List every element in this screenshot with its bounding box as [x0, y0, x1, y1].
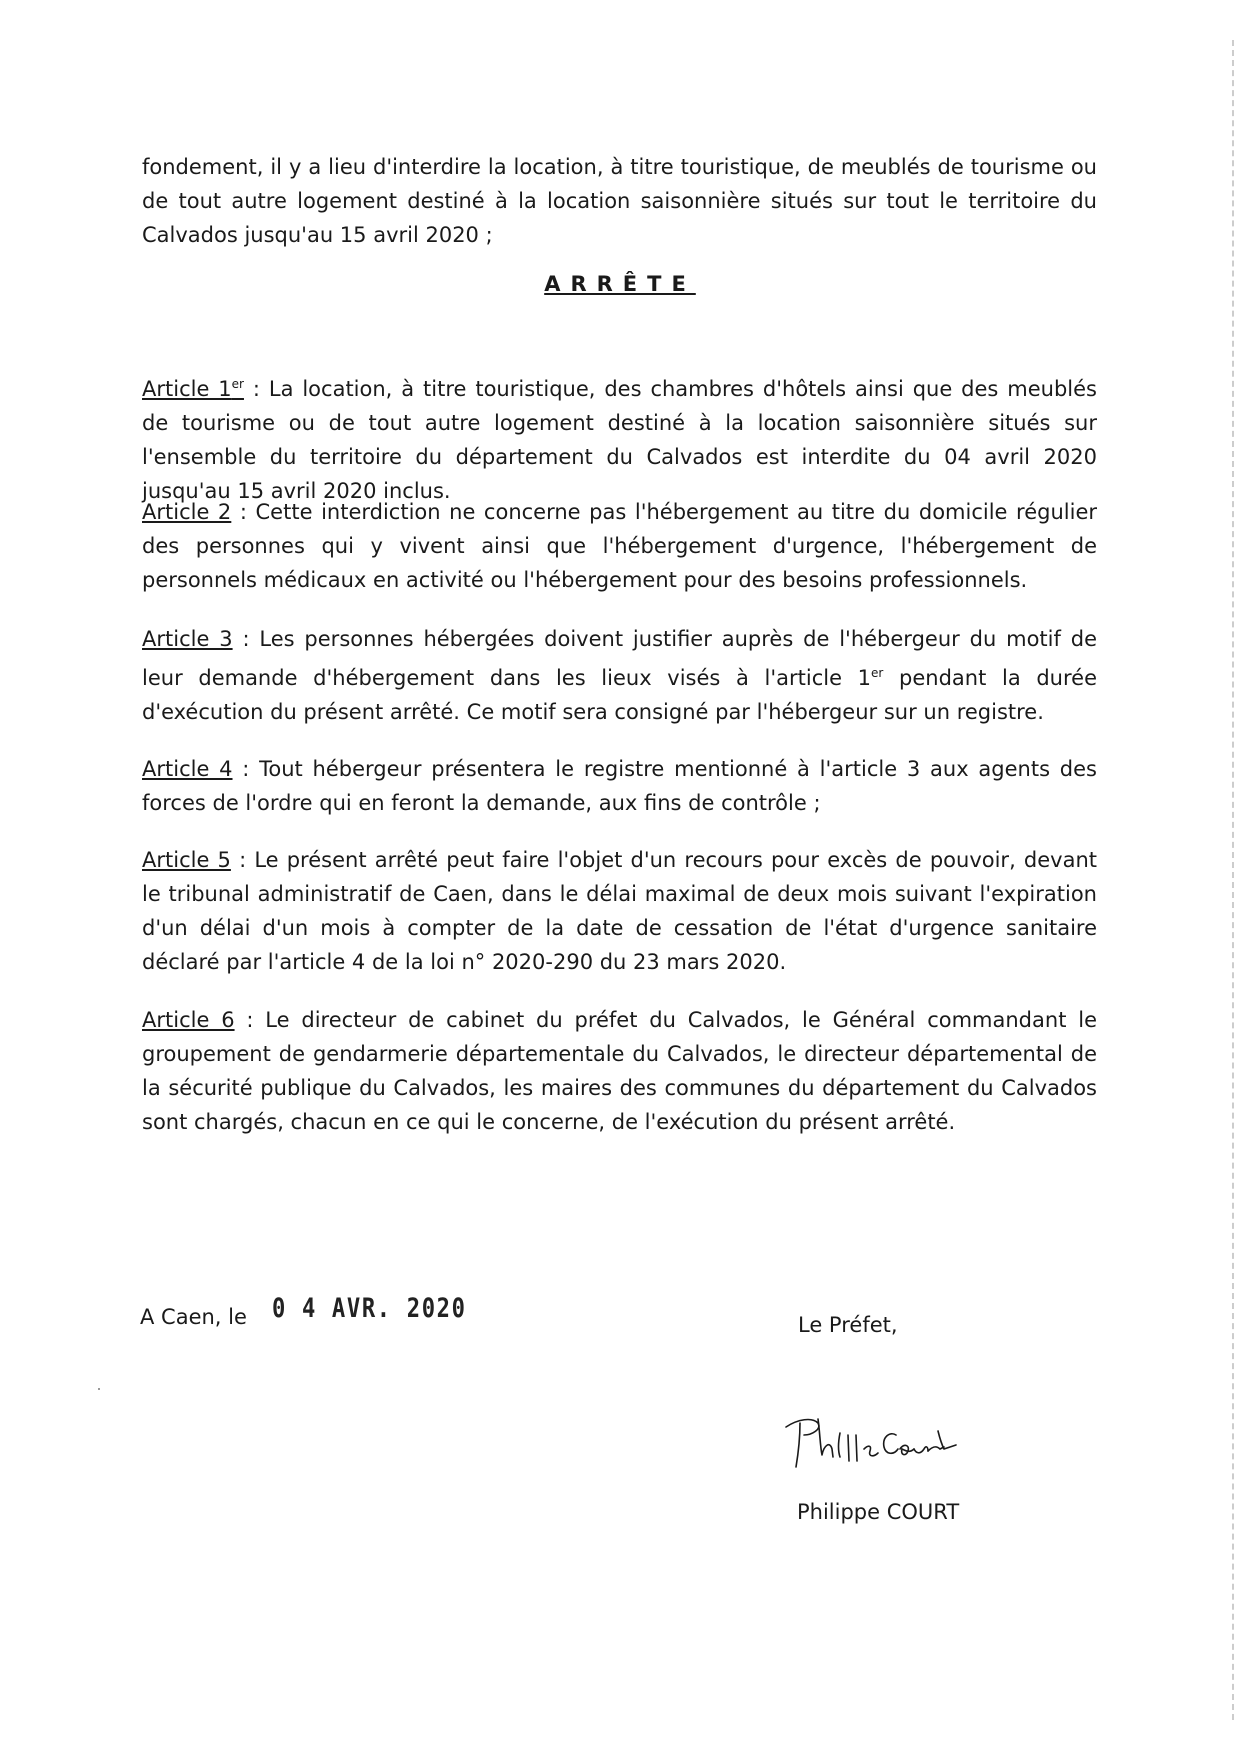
- article-6-label: Article 6: [142, 1008, 235, 1032]
- article-2: [142, 495, 1097, 597]
- signatory-title: Le Préfet,: [798, 1313, 898, 1337]
- decree-heading: ARRÊTE: [544, 272, 696, 296]
- place-label: A Caen, le: [140, 1305, 247, 1329]
- date-stamp: 0 4 AVR. 2020: [272, 1293, 467, 1324]
- article-4: [142, 752, 1097, 820]
- article-6: [142, 1003, 1097, 1139]
- article-1: [142, 367, 1097, 508]
- article-2-label: Article 2: [142, 500, 232, 524]
- article-3-text: : Les personnes hébergées doivent justifier auprès de l'hébergeur du motif de leur demande d'hébergement dans les lieux visés à l'article 1er pendant la durée d'exécution du présent arrêté. Ce motif sera consigné par l'hébergeur sur un registre.: [142, 627, 1097, 724]
- article-5-label: Article 5: [142, 848, 231, 872]
- article-4-label: Article 4: [142, 757, 233, 781]
- article-3-label: Article 3: [142, 627, 233, 651]
- handwritten-signature: [778, 1405, 988, 1485]
- article-1-label: Article 1er: [142, 377, 244, 401]
- signatory-name: Philippe COURT: [797, 1500, 960, 1524]
- article-5: [142, 843, 1097, 979]
- article-4-text: : Tout hébergeur présentera le registre mentionné à l'article 3 aux agents des forces de l'ordre qui en feront la demande, aux fins de contrôle ;: [142, 757, 1097, 815]
- intro-paragraph: fondement, il y a lieu d'interdire la location, à titre touristique, de meublés de tourisme ou de tout autre logement destiné à la location saisonnière situés sur tout le territoire du Calvados jusqu'au 15 avril 2020 ;: [142, 155, 1097, 247]
- article-1-text: : La location, à titre touristique, des chambres d'hôtels ainsi que des meublés de tourisme ou de tout autre logement destiné à la location saisonnière situés sur l'ensemble du territoire du département du Calvados est interdite du 04 avril 2020 jusqu'au 15 avril 2020 inclus.: [142, 377, 1097, 503]
- scan-speck: [98, 1388, 100, 1390]
- article-2-text: : Cette interdiction ne concerne pas l'hébergement au titre du domicile régulier des personnes qui y vivent ainsi que l'hébergement d'urgence, l'hébergement de personnels médicaux en activité ou l'hébergement pour des besoins professionnels.: [142, 500, 1098, 592]
- article-3: [142, 622, 1097, 729]
- article-6-text: : Le directeur de cabinet du préfet du Calvados, le Général commandant le groupement de gendarmerie départementale du Calvados, le directeur départemental de la sécurité publique du Calvados, les maires des communes du département du Calvados sont chargés, chacun en ce qui le concerne, de l'exécution du présent arrêté.: [142, 1008, 1098, 1134]
- article-5-text: : Le présent arrêté peut faire l'objet d'un recours pour excès de pouvoir, devant le tribunal administratif de Caen, dans le délai maximal de deux mois suivant l'expiration d'un délai d'un mois à compter de la date de cessation de l'état d'urgence sanitaire déclaré par l'article 4 de la loi n° 2020-290 du 23 mars 2020.: [142, 848, 1097, 974]
